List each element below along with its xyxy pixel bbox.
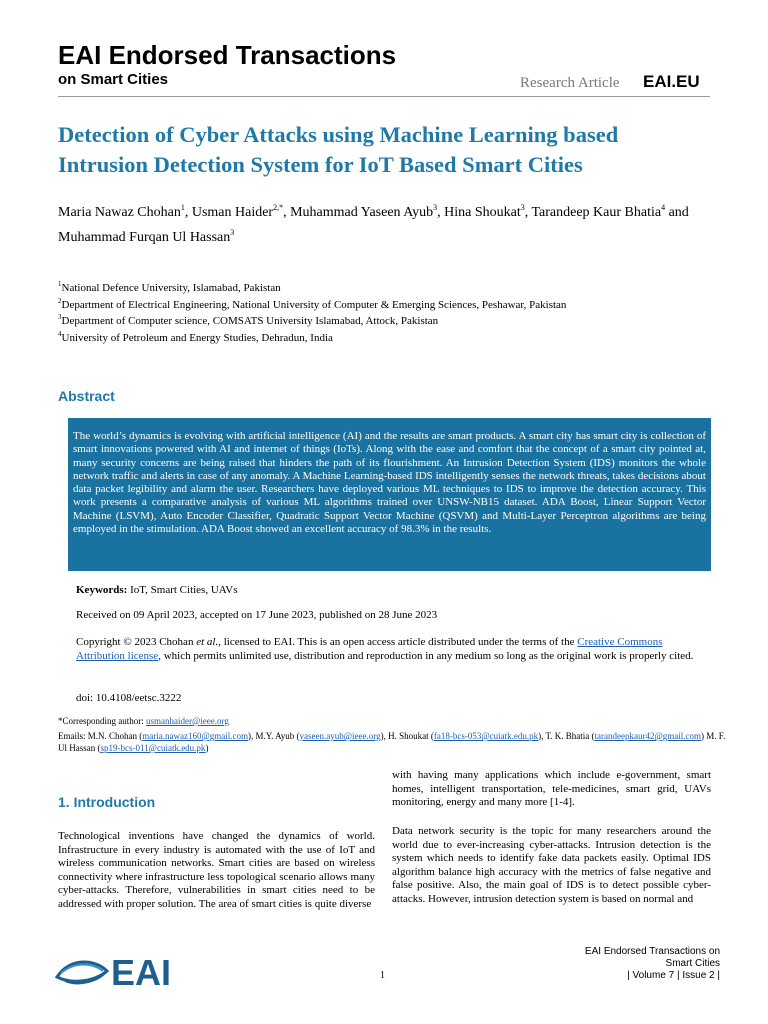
emails-text: ) bbox=[205, 743, 209, 753]
corresponding-email-link[interactable]: usmanhaider@ieee.org bbox=[146, 716, 229, 726]
eai-logo bbox=[55, 951, 215, 991]
affiliation-item bbox=[58, 313, 718, 330]
affiliation-text: University of Petroleum and Energy Studies, Dehradun, India bbox=[61, 331, 333, 344]
author-separator: and bbox=[665, 205, 689, 220]
author-affiliation-mark: 4 bbox=[661, 203, 666, 212]
affiliation-item bbox=[58, 297, 718, 314]
footer-volume: | Volume 7 | Issue 2 | bbox=[627, 970, 720, 981]
logo-text: EAI bbox=[111, 952, 172, 991]
emails-text: ) M. F. Ul Hassan ( bbox=[58, 731, 726, 753]
eai-swirl-icon bbox=[55, 951, 215, 991]
affiliation-item bbox=[58, 280, 718, 297]
affiliation-mark: 3 bbox=[58, 313, 62, 321]
affiliation-text: Department of Electrical Engineering, National University of Computer & Emerging Sciences, Peshawar, Pakistan bbox=[61, 298, 567, 311]
keywords bbox=[76, 584, 238, 596]
left-column-paragraph-1: Technological inventions have changed the dynamics of world. Infrastructure in every industry is automated with the use of IoT and wireless communication networks. Smart cities are based on wireless connectivity where infrastructure less topological scenario allows many cyber-attacks. Therefore, vulnerabilities in smart cities need to be addressed with proper solution. The area of smart cities is quite diverse bbox=[58, 830, 375, 910]
copyright-prefix: Copyright © 2023 Chohan bbox=[76, 636, 197, 648]
right-column-paragraph-1: with having many applications which include e-government, smart homes, intelligent transportation, tele-medicines, smart grid, UAVs monitoring, energy and many more [1-4]. bbox=[392, 769, 711, 809]
footer-journal-line-2: Smart Cities bbox=[665, 958, 720, 969]
copyright-notice bbox=[76, 636, 706, 663]
keywords-label: Keywords: bbox=[76, 584, 128, 596]
paper-title-line-2: Intrusion Detection System for IoT Based Smart Cities bbox=[58, 152, 583, 177]
author-name: Muhammad Yaseen Ayub bbox=[290, 205, 434, 220]
author-affiliation-mark: 3 bbox=[520, 203, 525, 212]
affiliation-mark: 2 bbox=[58, 296, 62, 305]
author-separator: , bbox=[283, 205, 291, 220]
section-heading-introduction: 1. Introduction bbox=[58, 794, 156, 810]
right-column-paragraph-2: Data network security is the topic for many researchers around the world due to ever-increasing cyber-attacks. Intrusion detection is the system which needs to identify fake data packets easily. Optimal IDS algorithm balance high accuracy with the metrics of false negative and false positive. Also, the main goal of IDS is to detect possible cyber-attacks. However, intrusion detection system is based on normal and bbox=[392, 825, 711, 905]
corresponding-author bbox=[58, 716, 229, 726]
journal-subtitle: on Smart Cities bbox=[58, 71, 169, 88]
email-link[interactable]: sp19-bcs-011@cuiatk.edu.pk bbox=[100, 743, 206, 753]
author-name: Hina Shoukat bbox=[444, 205, 521, 220]
author-separator: , bbox=[524, 205, 532, 220]
author-name: Usman Haider bbox=[191, 205, 274, 220]
received-dates: Received on 09 April 2023, accepted on 17 June 2023, published on 28 June 2023 bbox=[76, 609, 438, 621]
abstract-text: The world’s dynamics is evolving with artificial intelligence (AI) and the results are smart products. A smart city has smart city is collection of smart innovations powered with AI and internet of things (IoTs). Along with the ease and comfort that the concept of a smart city pointed at, many security concerns are being raised that hinders the path of its flourishment. An Intrusion Detection System (IDS) monitors the whole network traffic and alerts in case of any anomaly. A Machine Learning-based IDS intelligently senses the network threats, takes decisions about data packet legibility and alarm the user. Researchers have deployed various ML techniques to IDS to improve the detection accuracy. This work presents a comparative analysis of various ML algorithms trained over UNSW-NB15 dataset. ADA Boost, Linear Support Vector Machine (LSVM), Auto Encoder Classifier, Quadratic Support Vector Machine (QSVM) and Multi-Layer Perceptron algorithms are being employed in the stimulation. ADA Boost showed an excellent accuracy of 98.3% in the results. bbox=[73, 430, 706, 536]
emails-text: ), H. Shoukat ( bbox=[380, 731, 434, 741]
copyright-suffix: , which permits unlimited use, distribution and reproduction in any medium so long as the original work is properly cited. bbox=[158, 649, 694, 662]
paper-title bbox=[58, 120, 728, 180]
author-affiliation-mark: 1 bbox=[180, 203, 185, 212]
affiliation-mark: 4 bbox=[58, 329, 62, 338]
email-link[interactable]: yaseen.ayub@ieee.org bbox=[299, 731, 381, 741]
abstract-heading: Abstract bbox=[58, 388, 115, 404]
author-name: Maria Nawaz Chohan bbox=[58, 205, 181, 220]
author-affiliation-mark: 3 bbox=[230, 228, 235, 237]
footer-journal-line-1: EAI Endorsed Transactions on bbox=[584, 946, 720, 957]
abstract-box bbox=[68, 418, 711, 571]
keywords-value: IoT, Smart Cities, UAVs bbox=[130, 584, 238, 596]
doi: doi: 10.4108/eetsc.3222 bbox=[76, 692, 182, 704]
email-link[interactable]: tarandeepkaur42@gmail.com bbox=[594, 731, 702, 741]
publisher-mark: EAI.EU bbox=[643, 72, 700, 91]
emails-text: ), M.Y. Ayub ( bbox=[248, 731, 300, 741]
author-affiliation-mark: 3 bbox=[433, 203, 438, 212]
corresponding-label: *Corresponding author: bbox=[58, 716, 146, 726]
affiliation-text: Department of Computer science, COMSATS University Islamabad, Attock, Pakistan bbox=[61, 315, 439, 327]
journal-title: EAI Endorsed Transactions bbox=[58, 40, 397, 70]
header-divider bbox=[58, 96, 710, 97]
footer-journal-info bbox=[520, 946, 720, 982]
paper-title-line-1: Detection of Cyber Attacks using Machine Learning based bbox=[58, 122, 619, 147]
author-name: Tarandeep Kaur Bhatia bbox=[531, 205, 662, 220]
emails-text: ), T. K. Bhatia ( bbox=[538, 731, 595, 741]
copyright-etal: et al. bbox=[196, 636, 219, 648]
author-emails bbox=[58, 730, 728, 754]
affiliation-item bbox=[58, 330, 718, 347]
author-name: Muhammad Furqan Ul Hassan bbox=[58, 230, 231, 245]
affiliation-mark: 1 bbox=[58, 280, 62, 288]
article-type: Research Article bbox=[520, 75, 620, 91]
author-affiliation-mark: 2,* bbox=[273, 203, 284, 212]
page-number: 1 bbox=[380, 970, 385, 981]
email-link[interactable]: maria.nawaz160@gmail.com bbox=[142, 731, 248, 741]
email-link[interactable]: fa18-bcs-053@cuiatk.edu.pk bbox=[433, 731, 539, 741]
affiliation-text: National Defence University, Islamabad, Pakistan bbox=[61, 282, 281, 294]
license-link[interactable]: Creative Commons Attribution license bbox=[76, 636, 663, 662]
copyright-middle: , licensed to EAI. This is an open access article distributed under the terms of the bbox=[218, 636, 578, 648]
author-separator: , bbox=[437, 205, 445, 220]
author-list bbox=[58, 200, 718, 250]
affiliation-list bbox=[58, 280, 718, 346]
author-separator: , bbox=[184, 205, 192, 220]
emails-text: Emails: M.N. Chohan ( bbox=[58, 731, 143, 741]
